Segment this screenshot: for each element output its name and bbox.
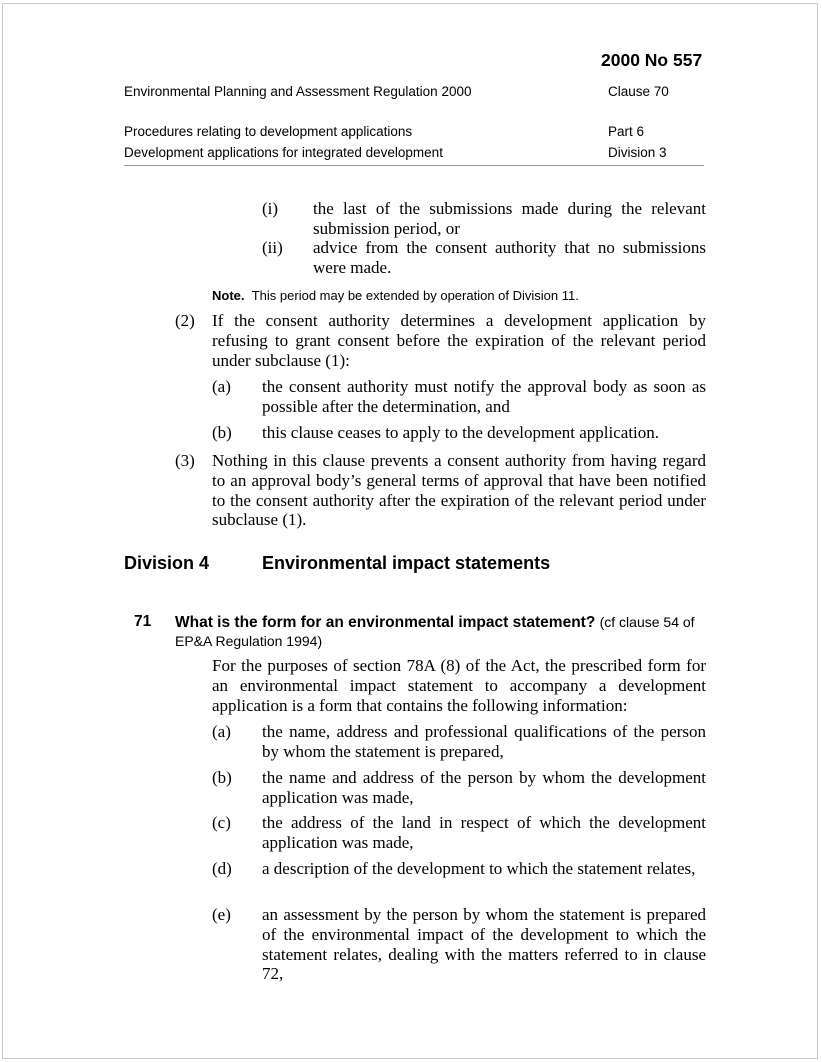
header-division: Division 3	[608, 145, 667, 160]
paragraph-text: the consent authority must notify the approval body as soon as possible after the determination, and	[262, 377, 706, 416]
note-label: Note.	[212, 288, 245, 303]
paragraph-text: an assessment by the person by whom the statement is prepared of the environmental impact of the development to which the statement relates, dealing with the matters referred to in clause 72,	[262, 905, 706, 984]
subclause-label: (3)	[175, 451, 195, 470]
paragraph-text: the name, address and professional qualifications of the person by whom the statement is prepared,	[262, 722, 706, 761]
paragraph-text: this clause ceases to apply to the development application.	[262, 423, 660, 442]
regulation-number: 2000 No 557	[601, 50, 703, 70]
subclause-text: Nothing in this clause prevents a consent authority from having regard to an approval body’s general terms of approval that have been notified to the consent authority after the expiration of the relevant period under subclause (1).	[212, 451, 706, 530]
paragraph-label: (e)	[212, 905, 231, 924]
division-label: Division 4	[124, 553, 210, 573]
division-title: Environmental impact statements	[262, 553, 551, 573]
paragraph-label: (ii)	[262, 238, 283, 257]
paragraph-text: a description of the development to which the statement relates,	[262, 859, 696, 878]
subclause-text: If the consent authority determines a development application by refusing to grant consent before the expiration of the relevant period under subclause (1):	[212, 311, 706, 370]
paragraph-text: the name and address of the person by whom the development application was made,	[262, 768, 706, 807]
document-page	[2, 3, 818, 1059]
paragraph-text: the address of the land in respect of which the development application was made,	[262, 813, 706, 852]
paragraph-label: (b)	[212, 768, 232, 787]
header-title: Environmental Planning and Assessment Regulation 2000	[124, 84, 472, 99]
note	[212, 288, 579, 303]
clause-number: 71	[134, 613, 152, 630]
paragraph-label: (c)	[212, 813, 231, 832]
header-division-title: Development applications for integrated development	[124, 145, 443, 160]
header-divider	[124, 165, 704, 166]
clause-reference: (cf clause 54 of EP&A Regulation 1994)	[175, 614, 695, 649]
paragraph-label: (d)	[212, 859, 232, 878]
paragraph-text: the last of the submissions made during the relevant submission period, or	[313, 199, 706, 238]
paragraph-label: (a)	[212, 377, 231, 396]
note-text: This period may be extended by operation of Division 11.	[251, 288, 579, 303]
paragraph-label: (a)	[212, 722, 231, 741]
clause-heading-text: What is the form for an environmental impact statement?	[175, 614, 596, 631]
clause-intro: For the purposes of section 78A (8) of the Act, the prescribed form for an environmental impact statement to accompany a development application is a form that contains the following information:	[212, 656, 706, 715]
subclause-label: (2)	[175, 311, 195, 330]
paragraph-text: advice from the consent authority that no submissions were made.	[313, 238, 706, 277]
paragraph-label: (i)	[262, 199, 279, 218]
header-part-title: Procedures relating to development applications	[124, 124, 413, 139]
clause-heading	[175, 613, 707, 651]
header-clause: Clause 70	[608, 84, 669, 99]
header-part: Part 6	[608, 124, 645, 139]
paragraph-label: (b)	[212, 423, 232, 442]
